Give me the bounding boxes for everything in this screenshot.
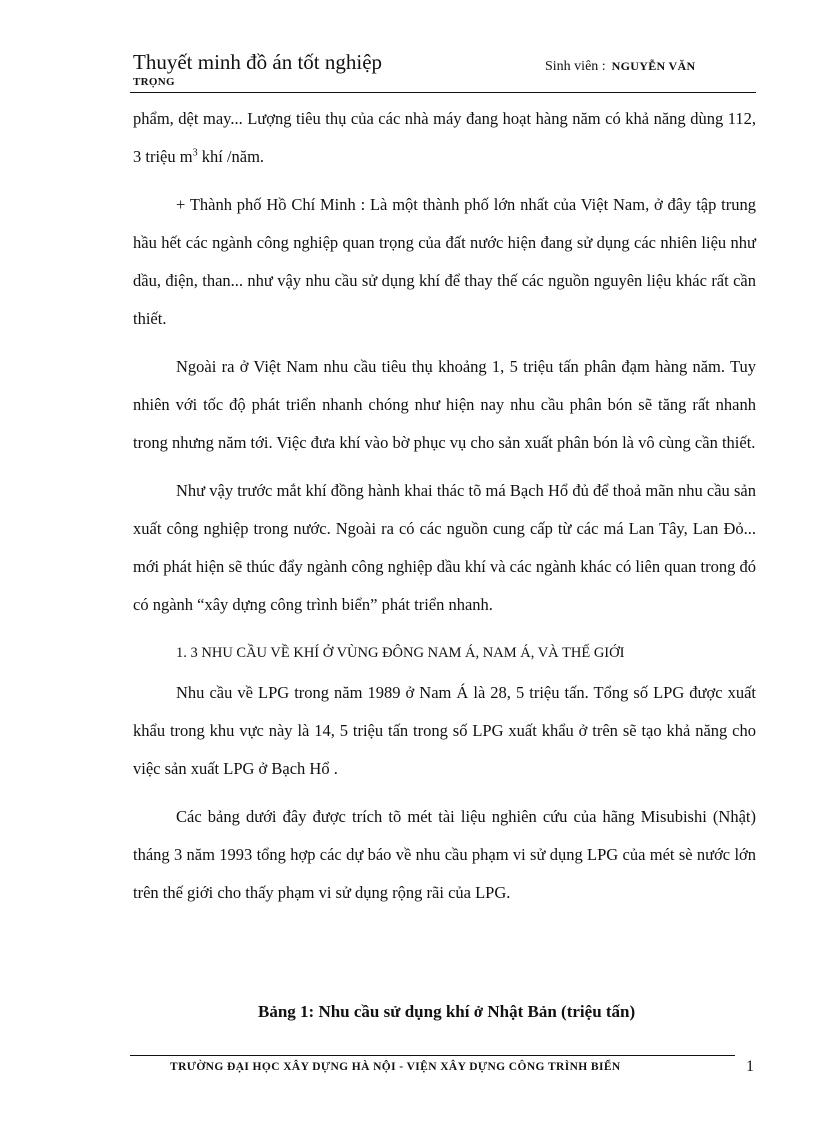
header-student (545, 57, 695, 76)
footer-divider (130, 1055, 735, 1056)
footer-institution: TRƯỜNG ĐẠI HỌC XÂY DỰNG HÀ NỘI - VIỆN XÂY DỰNG CÔNG TRÌNH BIỂN (170, 1061, 621, 1073)
paragraph-1-end: khí /năm. (197, 147, 265, 166)
document-body (133, 100, 756, 922)
header-title: Thuyết minh đồ án tốt nghiệp (133, 50, 383, 74)
section-heading: 1. 3 NHU CẦU VỀ KHÍ Ở VÙNG ĐÔNG NAM Á, NAM Á, VÀ THẾ GIỚI (176, 645, 625, 661)
paragraph-3: Ngoài ra ở Việt Nam nhu cầu tiêu thụ khoảng 1, 5 triệu tấn phân đạm hàng năm. Tuy nhiên với tốc độ phát triển nhanh chóng như hiện nay nhu cầu phân bón sẽ tăng rất nhanh trong nhưng năm tới. Việc đưa khí vào bờ phục vụ cho sản xuất phân bón là vô cùng cần thiết. (133, 357, 756, 452)
superscript-3: 3 (192, 147, 198, 159)
paragraph-4: Như vậy trước mắt khí đồng hành khai thác tõ má Bạch Hổ đủ để thoả mãn nhu cầu sản xuất công nghiệp trong nước. Ngoài ra có các nguồn cung cấp từ các má Lan Tây, Lan Đỏ... mới phát hiện sẽ thúc đẩy ngành công nghiệp dầu khí và các ngành khác có liên quan trong đó có ngành “xây dựng công trình biển” phát triển nhanh. (133, 481, 756, 614)
paragraph-2: + Thành phố Hồ Chí Minh : Là một thành phố lớn nhất của Việt Nam, ở đây tập trung hầu hết các ngành công nghiệp quan trọng của đất nước hiện đang sử dụng các nhiên liệu như dầu, điện, than... như vậy nhu cầu sử dụng khí để thay thế các nguồn nguyên liệu khác rất cần thiết. (133, 195, 756, 328)
paragraph-6: Các bảng dưới đây được trích tõ mét tài liệu nghiên cứu của hãng Misubishi (Nhật) tháng 3 năm 1993 tổng hợp các dự báo về nhu cầu phạm vi sử dụng LPG của mét sè nước lớn trên thế giới cho thấy phạm vi sử dụng rộng rãi của LPG. (133, 807, 756, 902)
header-divider (130, 92, 756, 93)
student-name: NGUYỄN VĂN (611, 59, 696, 73)
table-title: Bảng 1: Nhu cầu sử dụng khí ở Nhật Bản (triệu tấn) (258, 1002, 636, 1021)
paragraph-1 (133, 100, 756, 176)
paragraph-1-text: phẩm, dệt may... Lượng tiêu thụ của các nhà máy đang hoạt hàng năm có khả năng dùng 112, 3 triệu m (133, 109, 756, 166)
paragraph-5: Nhu cầu về LPG trong năm 1989 ở Nam Á là 28, 5 triệu tấn. Tổng số LPG được xuất khẩu trong khu vực này là 14, 5 triệu tấn trong số LPG xuất khẩu ở trên sẽ tạo khả năng cho việc sản xuất LPG ở Bạch Hổ . (133, 683, 756, 778)
header-title-continued: TRỌNG (133, 76, 175, 88)
student-label: Sinh viên : (545, 59, 606, 74)
page-number: 1 (746, 1058, 754, 1075)
